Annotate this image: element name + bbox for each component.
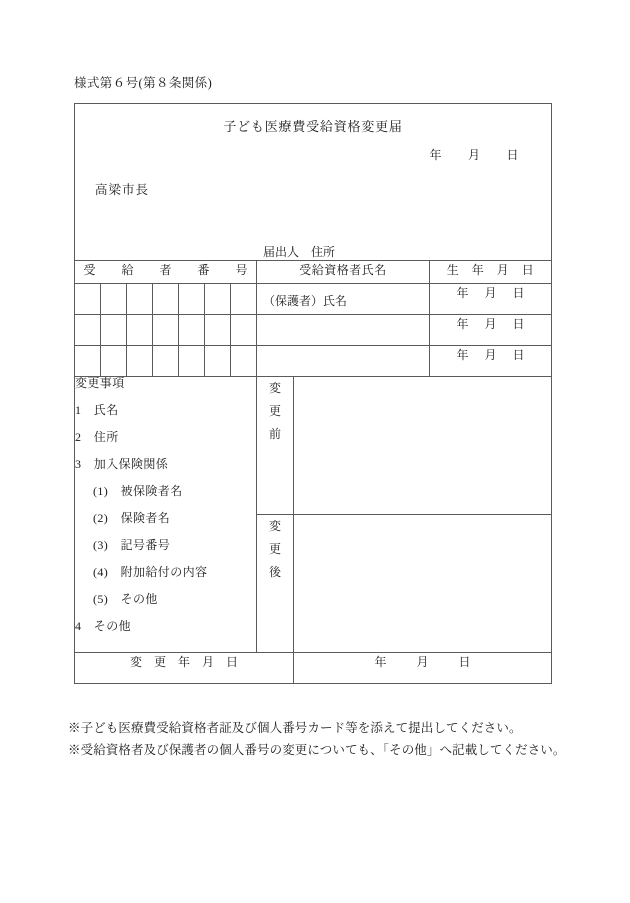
birthdate-year-label: 年 <box>456 317 469 331</box>
before-change-char-3: 前 <box>268 426 281 441</box>
recipient-birthdate-field[interactable] <box>430 346 552 377</box>
change-item-insured-name[interactable]: (1) 被保険者名 <box>93 484 183 498</box>
recipient-number-digit[interactable] <box>179 315 205 346</box>
submission-date-line <box>430 146 520 163</box>
change-items-list <box>75 377 256 632</box>
birthdate-year-label: 年 <box>456 348 469 362</box>
recipient-number-digit[interactable] <box>153 284 179 315</box>
change-date-day-label: 日 <box>458 655 471 669</box>
recipient-number-digit[interactable] <box>101 315 127 346</box>
form-header-row <box>75 104 552 261</box>
recipient-number-digit[interactable] <box>205 346 231 377</box>
change-before-row <box>75 377 552 515</box>
birthdate-month-label: 月 <box>484 286 497 300</box>
recipient-birth-header: 生 年 月 日 <box>430 261 552 284</box>
recipient-number-digit[interactable] <box>75 315 101 346</box>
recipient-number-digit[interactable] <box>75 284 101 315</box>
recipient-number-digit[interactable] <box>153 346 179 377</box>
recipient-name-header: 受給資格者氏名 <box>257 261 430 284</box>
birthdate-day-label: 日 <box>512 286 525 300</box>
recipient-number-digit[interactable] <box>231 315 257 346</box>
birthdate-day-label: 日 <box>512 348 525 362</box>
recipient-birthdate-field[interactable] <box>430 315 552 346</box>
form-note-2: ※受給資格者及び保護者の個人番号の変更についても、「その他」へ記載してください。 <box>68 742 566 757</box>
after-change-label <box>257 515 294 653</box>
recipient-number-digit[interactable] <box>127 346 153 377</box>
change-date-year-label: 年 <box>374 655 387 669</box>
change-date-char-3: 年 <box>177 655 190 669</box>
before-change-char-1: 変 <box>268 381 281 395</box>
change-date-char-2: 更 <box>153 655 166 669</box>
after-change-value-field[interactable] <box>294 515 552 653</box>
applicant-block <box>263 212 347 342</box>
recipient-number-digit[interactable] <box>205 284 231 315</box>
form-number-label: 様式第６号(第８条関係) <box>74 76 213 90</box>
change-items-cell <box>75 377 257 653</box>
change-date-row <box>75 653 552 684</box>
change-date-char-1: 変 <box>129 655 142 669</box>
recipient-number-digit[interactable] <box>179 284 205 315</box>
birthdate-year-label: 年 <box>456 286 469 300</box>
recipient-number-digit[interactable] <box>101 284 127 315</box>
change-items-heading: 変更事項 <box>75 376 125 390</box>
change-item-other[interactable]: 4 その他 <box>75 619 132 633</box>
after-change-char-2: 更 <box>268 541 281 556</box>
birthdate-month-label: 月 <box>484 317 497 331</box>
before-change-char-2: 更 <box>268 403 281 418</box>
recipient-number-digit[interactable] <box>205 315 231 346</box>
change-date-char-5: 日 <box>226 655 239 669</box>
birthdate-month-label: 月 <box>484 348 497 362</box>
change-item-additional-benefit[interactable]: (4) 附加給付の内容 <box>93 565 208 579</box>
change-date-label <box>75 653 294 684</box>
change-item-insurance-other[interactable]: (5) その他 <box>93 592 158 606</box>
submission-date-day[interactable]: 日 <box>506 148 520 162</box>
after-change-char-1: 変 <box>268 519 281 533</box>
application-form-table <box>74 103 552 684</box>
submission-date-month[interactable]: 月 <box>468 148 481 162</box>
change-date-value-field[interactable] <box>294 653 552 684</box>
form-notes <box>68 718 588 762</box>
recipient-number-digit[interactable] <box>179 346 205 377</box>
recipient-number-digit[interactable] <box>75 346 101 377</box>
recipient-name-field[interactable] <box>257 346 430 377</box>
change-item-address[interactable]: 2 住所 <box>75 430 119 444</box>
recipient-number-digit[interactable] <box>231 346 257 377</box>
change-date-char-4: 月 <box>202 655 215 669</box>
table-row <box>75 346 552 377</box>
recipient-number-digit[interactable] <box>127 284 153 315</box>
change-date-month-label: 月 <box>416 655 429 669</box>
applicant-address-label[interactable]: 届出人 住所 <box>263 245 336 260</box>
form-note-1: ※子ども医療費受給資格者証及び個人番号カード等を添えて提出してください。 <box>68 721 522 735</box>
recipient-birthdate-field[interactable] <box>430 284 552 315</box>
change-item-name[interactable]: 1 氏名 <box>75 403 119 417</box>
recipient-number-header: 受 給 者 番 号 <box>75 261 257 284</box>
document-title: 子ども医療費受給資格変更届 <box>223 119 403 134</box>
change-item-symbol-number[interactable]: (3) 記号番号 <box>93 538 171 552</box>
recipient-number-digit[interactable] <box>153 315 179 346</box>
change-item-insurer-name[interactable]: (2) 保険者名 <box>93 511 171 525</box>
before-change-label <box>257 377 294 515</box>
submission-date-year[interactable]: 年 <box>429 148 443 162</box>
addressee-label: 高梁市長 <box>95 183 150 197</box>
recipient-number-digit[interactable] <box>101 346 127 377</box>
recipient-number-digit[interactable] <box>231 284 257 315</box>
applicant-name-label[interactable]: （保護者）氏名 <box>263 293 348 308</box>
change-item-insurance[interactable]: 3 加入保険関係 <box>75 457 169 471</box>
before-change-value-field[interactable] <box>294 377 552 515</box>
recipient-number-digit[interactable] <box>127 315 153 346</box>
after-change-char-3: 後 <box>268 564 281 579</box>
birthdate-day-label: 日 <box>512 317 525 331</box>
